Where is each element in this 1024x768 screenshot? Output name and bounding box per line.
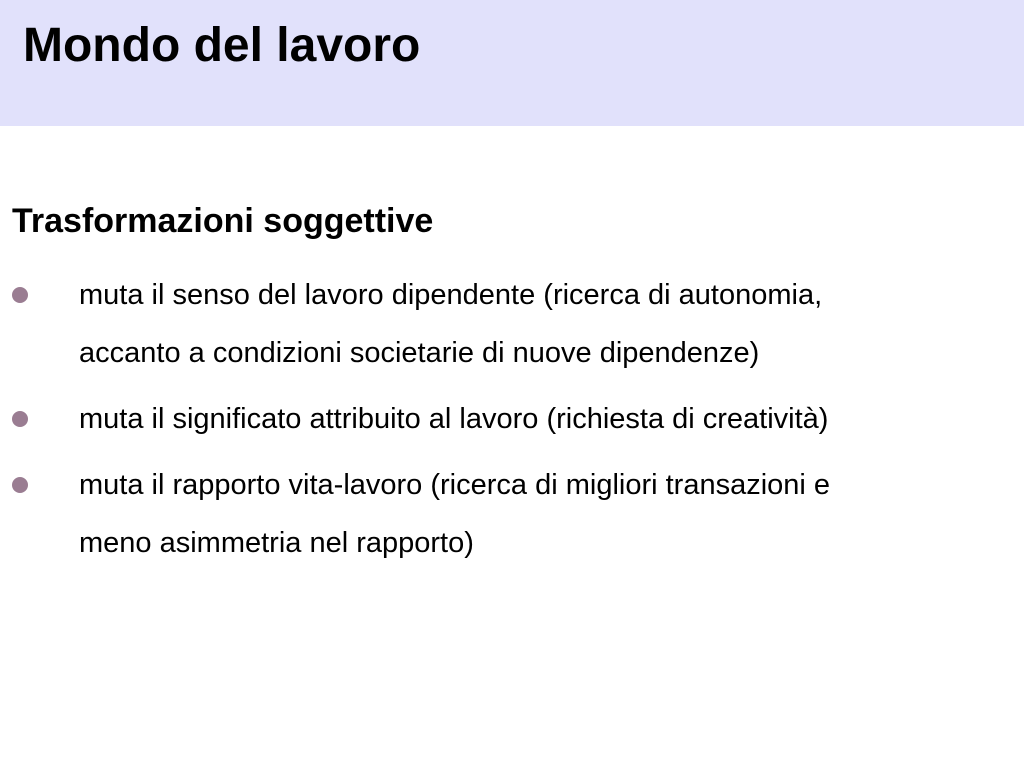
bullet-dot-icon (12, 287, 28, 303)
bullet-dot-icon (12, 477, 28, 493)
bullet-text (79, 456, 979, 572)
bullet-dot-icon (12, 411, 28, 427)
slide-title: Mondo del lavoro (23, 19, 421, 72)
bullet-list (0, 266, 1024, 580)
bullet-text-line: muta il senso del lavoro dipendente (ricerca di autonomia, (79, 279, 823, 311)
bullet-item (0, 390, 1024, 448)
bullet-text-line: meno asimmetria nel rapporto) (79, 527, 474, 559)
bullet-text-line: muta il rapporto vita-lavoro (ricerca di migliori transazioni e (79, 469, 831, 501)
section-heading: Trasformazioni soggettive (12, 202, 434, 240)
bullet-text-line: muta il significato attribuito al lavoro (richiesta di creatività) (79, 403, 829, 435)
bullet-item (0, 266, 1024, 382)
bullet-text (79, 266, 979, 382)
bullet-text (79, 390, 979, 448)
bullet-text-line: accanto a condizioni societarie di nuove dipendenze) (79, 337, 760, 369)
bullet-item (0, 456, 1024, 572)
title-band (0, 0, 1024, 126)
